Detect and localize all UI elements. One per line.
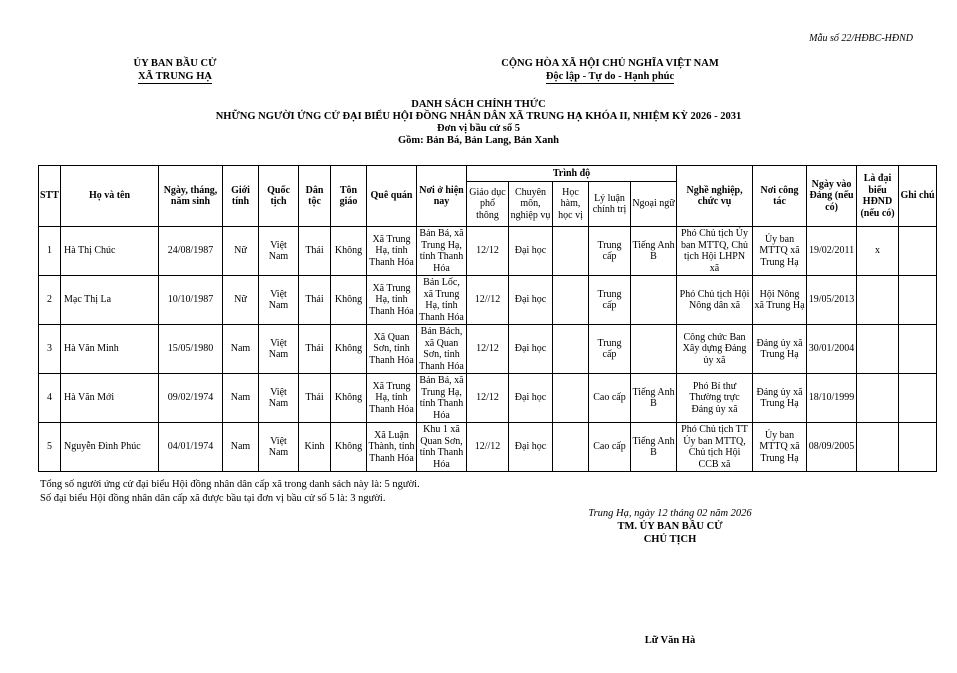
cell-hometown: Xã Trung Hạ, tỉnh Thanh Hóa <box>367 374 417 423</box>
cell-party-date: 30/01/2004 <box>807 325 857 374</box>
sign-date: Trung Hạ, ngày 12 tháng 02 năm 2026 <box>588 508 752 519</box>
cell-general-edu: 12/12 <box>467 374 509 423</box>
cell-residence: Bản Bá, xã Trung Hạ, tỉnh Thanh Hóa <box>417 227 467 276</box>
cell-stt: 1 <box>39 227 61 276</box>
cell-language: Tiếng Anh B <box>631 227 677 276</box>
cell-note <box>899 227 937 276</box>
col-name: Họ và tên <box>61 166 159 227</box>
col-religion: Tôn giáo <box>331 166 367 227</box>
table-row <box>39 325 937 374</box>
cell-political: Trung cấp <box>589 325 631 374</box>
cell-religion: Không <box>331 325 367 374</box>
cell-political: Trung cấp <box>589 227 631 276</box>
cell-gender: Nữ <box>223 227 259 276</box>
col-dob: Ngày, tháng, năm sinh <box>159 166 223 227</box>
cell-language: Tiếng Anh B <box>631 423 677 472</box>
cell-religion: Không <box>331 276 367 325</box>
cell-name: Hà Văn Mới <box>61 374 159 423</box>
sign-role: CHỦ TỊCH <box>643 534 697 545</box>
cell-hometown: Xã Trung Hạ, tỉnh Thanh Hóa <box>367 276 417 325</box>
cell-occupation: Phó Bí thư Thường trực Đảng ủy xã <box>677 374 753 423</box>
issuer-line2: XÃ TRUNG HẠ <box>138 71 212 82</box>
cell-nationality: Việt Nam <box>259 423 299 472</box>
summary-total: Tổng số người ứng cử đại biểu Hội đồng nhân dân cấp xã trong danh sách này là: 5 người. <box>40 479 420 490</box>
cell-dob: 15/05/1980 <box>159 325 223 374</box>
col-workplace: Nơi công tác <box>753 166 807 227</box>
cell-gender: Nam <box>223 325 259 374</box>
col-stt: STT <box>39 166 61 227</box>
cell-name: Hà Văn Minh <box>61 325 159 374</box>
cell-language <box>631 325 677 374</box>
cell-is-delegate <box>857 374 899 423</box>
summary <box>40 478 420 505</box>
cell-ethnicity: Thái <box>299 374 331 423</box>
cell-stt: 2 <box>39 276 61 325</box>
issuer-line1: ỦY BAN BẦU CỬ <box>133 58 217 69</box>
col-general-edu: Giáo dục phổ thông <box>467 182 509 227</box>
cell-party-date: 19/02/2011 <box>807 227 857 276</box>
cell-occupation: Phó Chủ tịch TT Ủy ban MTTQ, Chủ tịch Hội CCB xã <box>677 423 753 472</box>
col-degree: Học hàm, học vị <box>553 182 589 227</box>
cell-workplace: Ủy ban MTTQ xã Trung Hạ <box>753 227 807 276</box>
cell-degree <box>553 276 589 325</box>
cell-name: Hà Thị Chúc <box>61 227 159 276</box>
cell-workplace: Hội Nông xã Trung Hạ <box>753 276 807 325</box>
cell-general-edu: 12/12 <box>467 325 509 374</box>
table-row <box>39 227 937 276</box>
cell-gender: Nữ <box>223 276 259 325</box>
cell-degree <box>553 374 589 423</box>
sign-on-behalf: TM. ỦY BAN BẦU CỬ <box>617 521 723 532</box>
title-line3: Đơn vị bầu cử số 5 <box>436 123 520 134</box>
cell-general-edu: 12//12 <box>467 423 509 472</box>
col-nationality: Quốc tịch <box>259 166 299 227</box>
cell-residence: Bản Bá, xã Trung Hạ, tỉnh Thanh Hóa <box>417 374 467 423</box>
form-code: Mẫu số 22/HĐBC-HĐND <box>809 33 913 44</box>
issuer-header <box>100 57 250 84</box>
cell-residence: Khu 1 xã Quan Sơn, tỉnh Thanh Hóa <box>417 423 467 472</box>
candidate-table <box>38 165 937 472</box>
table-row <box>39 374 937 423</box>
cell-specialty: Đại học <box>509 276 553 325</box>
cell-party-date: 19/05/2013 <box>807 276 857 325</box>
cell-occupation: Công chức Ban Xây dựng Đảng ủy xã <box>677 325 753 374</box>
cell-is-delegate <box>857 423 899 472</box>
cell-stt: 3 <box>39 325 61 374</box>
cell-dob: 09/02/1974 <box>159 374 223 423</box>
cell-hometown: Xã Trung Hạ, tỉnh Thanh Hóa <box>367 227 417 276</box>
cell-name: Nguyễn Đình Phúc <box>61 423 159 472</box>
cell-is-delegate: x <box>857 227 899 276</box>
cell-occupation: Phó Chủ tịch Hội Nông dân xã <box>677 276 753 325</box>
col-ethnicity: Dân tộc <box>299 166 331 227</box>
cell-dob: 04/01/1974 <box>159 423 223 472</box>
cell-gender: Nam <box>223 374 259 423</box>
cell-note <box>899 374 937 423</box>
cell-gender: Nam <box>223 423 259 472</box>
cell-party-date: 18/10/1999 <box>807 374 857 423</box>
title-line1: DANH SÁCH CHÍNH THỨC <box>411 99 546 110</box>
national-motto: Độc lập - Tự do - Hạnh phúc <box>545 71 675 82</box>
cell-stt: 4 <box>39 374 61 423</box>
col-occupation: Nghề nghiệp, chức vụ <box>677 166 753 227</box>
cell-name: Mạc Thị La <box>61 276 159 325</box>
cell-specialty: Đại học <box>509 325 553 374</box>
table-row <box>39 276 937 325</box>
cell-ethnicity: Thái <box>299 276 331 325</box>
col-is-delegate: Là đại biểu HĐND (nếu có) <box>857 166 899 227</box>
national-header <box>440 57 780 84</box>
col-education-group: Trình độ <box>467 166 677 182</box>
cell-degree <box>553 325 589 374</box>
col-hometown: Quê quán <box>367 166 417 227</box>
cell-workplace: Đảng ủy xã Trung Hạ <box>753 374 807 423</box>
document-title <box>0 99 957 147</box>
cell-religion: Không <box>331 374 367 423</box>
col-residence: Nơi ở hiện nay <box>417 166 467 227</box>
cell-nationality: Việt Nam <box>259 374 299 423</box>
cell-stt: 5 <box>39 423 61 472</box>
cell-ethnicity: Thái <box>299 325 331 374</box>
candidate-rows <box>39 227 937 472</box>
cell-note <box>899 423 937 472</box>
cell-nationality: Việt Nam <box>259 227 299 276</box>
cell-general-edu: 12//12 <box>467 276 509 325</box>
col-language: Ngoại ngữ <box>631 182 677 227</box>
cell-specialty: Đại học <box>509 374 553 423</box>
col-gender: Giới tính <box>223 166 259 227</box>
cell-is-delegate <box>857 325 899 374</box>
cell-nationality: Việt Nam <box>259 325 299 374</box>
cell-ethnicity: Thái <box>299 227 331 276</box>
cell-specialty: Đại học <box>509 423 553 472</box>
cell-residence: Bản Bách, xã Quan Sơn, tỉnh Thanh Hóa <box>417 325 467 374</box>
cell-note <box>899 325 937 374</box>
table-row <box>39 423 937 472</box>
cell-workplace: Ủy ban MTTQ xã Trung Hạ <box>753 423 807 472</box>
col-party-date: Ngày vào Đảng (nếu có) <box>807 166 857 227</box>
cell-ethnicity: Kinh <box>299 423 331 472</box>
cell-note <box>899 276 937 325</box>
cell-specialty: Đại học <box>509 227 553 276</box>
cell-religion: Không <box>331 423 367 472</box>
cell-residence: Bản Lốc, xã Trung Hạ, tỉnh Thanh Hóa <box>417 276 467 325</box>
cell-dob: 24/08/1987 <box>159 227 223 276</box>
cell-language <box>631 276 677 325</box>
cell-political: Cao cấp <box>589 423 631 472</box>
cell-nationality: Việt Nam <box>259 276 299 325</box>
cell-hometown: Xã Luận Thành, tỉnh Thanh Hóa <box>367 423 417 472</box>
signer-name: Lữ Văn Hà <box>644 635 696 646</box>
cell-general-edu: 12/12 <box>467 227 509 276</box>
summary-elected: Số đại biểu Hội đồng nhân dân cấp xã được bầu tại đơn vị bầu cử số 5 là: 3 người. <box>40 492 386 504</box>
cell-political: Cao cấp <box>589 374 631 423</box>
title-line4: Gồm: Bản Bá, Bản Lang, Bản Xanh <box>397 135 560 146</box>
cell-dob: 10/10/1987 <box>159 276 223 325</box>
col-political: Lý luận chính trị <box>589 182 631 227</box>
cell-degree <box>553 423 589 472</box>
signature-block <box>540 507 800 546</box>
national-title: CỘNG HÒA XÃ HỘI CHỦ NGHĨA VIỆT NAM <box>501 58 719 69</box>
cell-occupation: Phó Chủ tịch Ủy ban MTTQ, Chủ tịch Hội LHPN xã <box>677 227 753 276</box>
cell-political: Trung cấp <box>589 276 631 325</box>
cell-workplace: Đảng ủy xã Trung Hạ <box>753 325 807 374</box>
cell-language: Tiếng Anh B <box>631 374 677 423</box>
cell-degree <box>553 227 589 276</box>
col-specialty: Chuyên môn, nghiệp vụ <box>509 182 553 227</box>
cell-religion: Không <box>331 227 367 276</box>
cell-hometown: Xã Quan Sơn, tỉnh Thanh Hóa <box>367 325 417 374</box>
cell-party-date: 08/09/2005 <box>807 423 857 472</box>
col-note: Ghi chú <box>899 166 937 227</box>
title-line2: NHỮNG NGƯỜI ỨNG CỬ ĐẠI BIỂU HỘI ĐỒNG NHÂN DÂN XÃ TRUNG HẠ KHÓA II, NHIỆM KỲ 2026 - 2031 <box>215 111 742 122</box>
cell-is-delegate <box>857 276 899 325</box>
